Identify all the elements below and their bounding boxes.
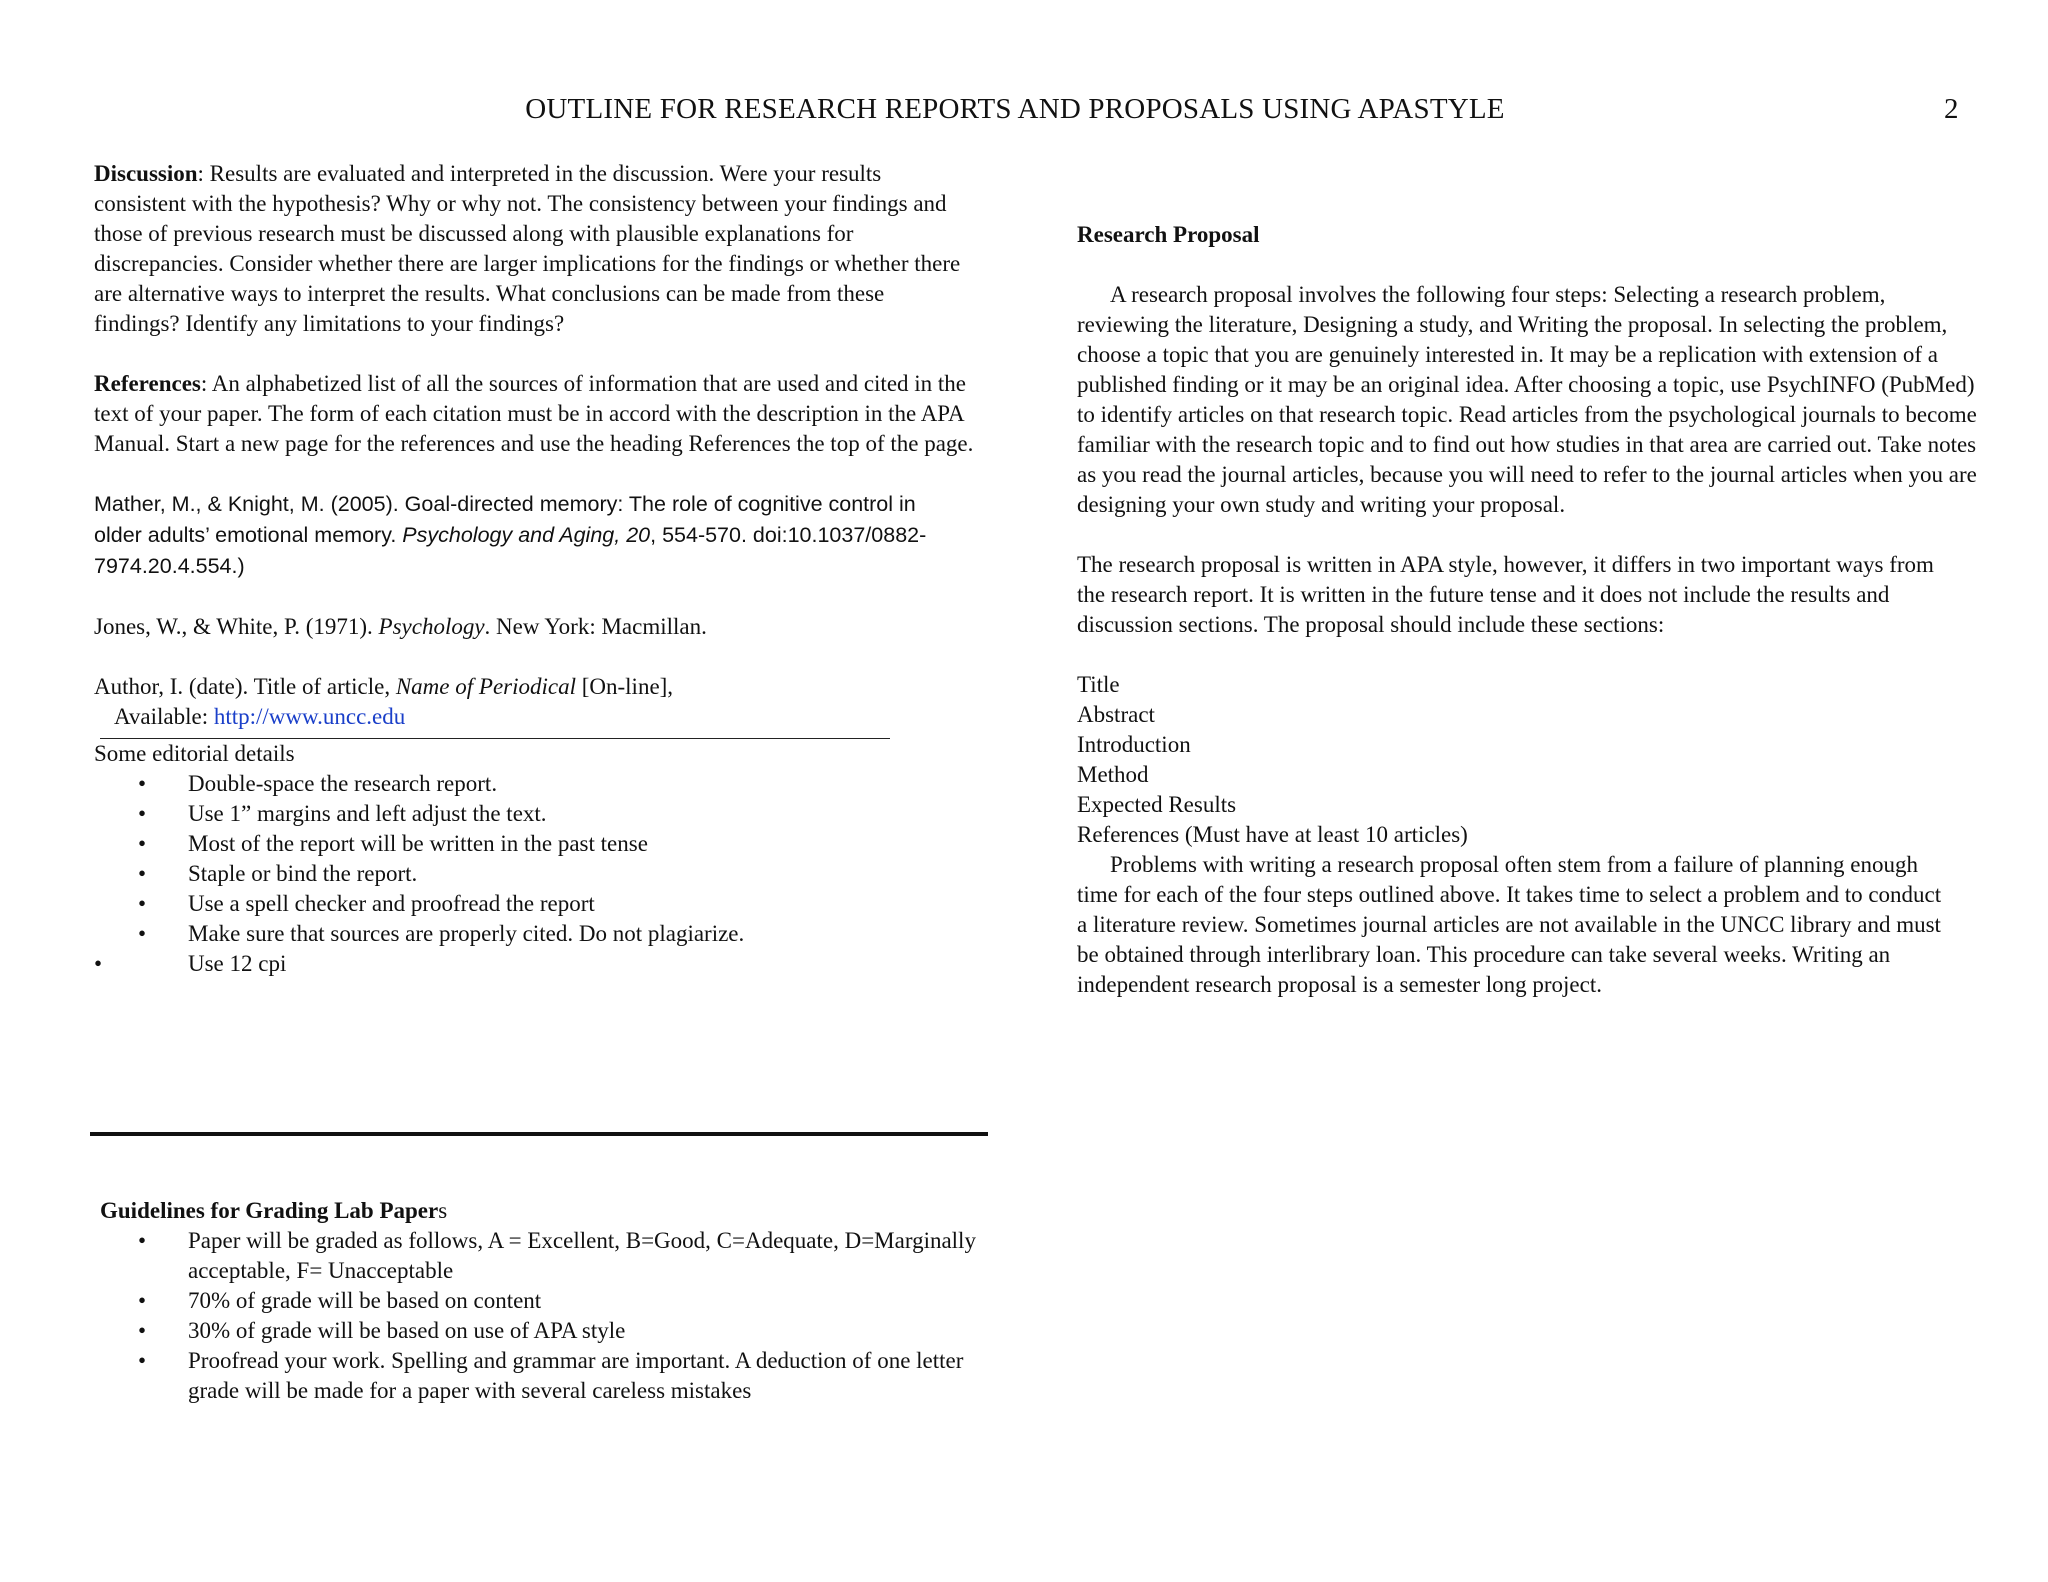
ref1-journal: Psychology and Aging, 20: [402, 523, 651, 547]
list-item: • Use 1” margins and left adjust the text.: [94, 799, 994, 829]
proposal-paragraph-3: Problems with writing a research proposal often stem from a failure of planning enough time for each of the four steps outlined above. It takes time to select a problem and to conduct a literature review. Sometimes journal articles are not available in the UNCC library and must be obtained through interlibrary loan. This procedure can take several weeks. Writing an independent research proposal is a semester long project.: [1077, 852, 1942, 997]
list-item: • Make sure that sources are properly cited. Do not plagiarize.: [94, 919, 994, 949]
list-item: • 30% of grade will be based on use of APA style: [100, 1316, 980, 1346]
right-column: [1077, 220, 1977, 1000]
references-paragraph: [94, 369, 984, 459]
ref2-authors: Jones, W., & White, P. (1971).: [94, 614, 379, 639]
bullet-icon: •: [94, 951, 103, 976]
bullet-icon: •: [138, 771, 147, 796]
editorial-list: [94, 769, 994, 979]
ref3-authors: Author, I. (date). Title of article,: [94, 674, 396, 699]
bullet-icon: •: [138, 831, 147, 856]
bullet-icon: •: [138, 1348, 147, 1373]
bullet-icon: •: [138, 891, 147, 916]
ref1-authors: Mather, M., & Knight, M. (2005). Goal-directed memory: The role of cognitive control in older adults’ emotional memory.: [94, 492, 916, 547]
list-item: • Use 12 cpi: [94, 949, 994, 979]
bullet-icon: •: [138, 1318, 147, 1343]
bullet-icon: •: [138, 921, 147, 946]
ref1-pages-doi: , 554-570. doi:10.1037/0882-7974.20.4.554.): [94, 523, 927, 578]
references-label: References: [94, 371, 201, 396]
left-column: [94, 159, 994, 979]
list-item: • Proofread your work. Spelling and grammar are important. A deduction of one letter grade will be made for a paper with several careless mistakes: [138, 1348, 964, 1403]
section-divider: [90, 1132, 988, 1136]
proposal-paragraph-1: A research proposal involves the following four steps: Selecting a research problem, reviewing the literature, Designing a study, and Writing the proposal. In selecting the problem, choose a topic that you are genuinely interested in. It may be a replication with extension of a published finding or it may be an original idea. After choosing a topic, use PsychINFO (PubMed) to identify articles on that research topic. Read articles from the psychological journals to become familiar with the research topic and to find out how studies in that area are carried out. Take notes as you read the journal articles, because you will need to refer to the journal articles when you are designing your own study and writing your proposal.: [1077, 282, 1977, 517]
ref3-available: [On-line], Available:: [114, 674, 674, 729]
proposal-sections-list: [1077, 670, 1977, 850]
reference-mather: [94, 489, 954, 582]
proposal-paragraph-2: The research proposal is written in APA style, however, it differs in two important ways from the research report. It is written in the future tense and it does not include the results and discussion sections. The proposal should include these sections:: [1077, 552, 1934, 637]
running-head: OUTLINE FOR RESEARCH REPORTS AND PROPOSALS USING APASTYLE: [525, 93, 1505, 125]
list-item: • Use a spell checker and proofread the report: [94, 889, 994, 919]
list-item: • Most of the report will be written in the past tense: [94, 829, 994, 859]
uncc-link[interactable]: http://www.uncc.edu: [213, 704, 406, 729]
ref2-title: Psychology: [378, 614, 485, 639]
discussion-label: Discussion: [94, 161, 198, 186]
list-item: Title: [1077, 672, 1120, 697]
grading-heading: Guidelines for Grading Lab Papers: [100, 1198, 448, 1223]
list-item: Expected Results: [1077, 792, 1237, 817]
discussion-text: : Results are evaluated and interpreted in the discussion. Were your results consistent with the hypothesis? Why or why not. The consistency between your findings and those of previous research must be discussed along with plausible explanations for discrepancies. Consider whether there are larger implications for the findings or whether there are alternative ways to interpret the results. What conclusions can be made from these findings? Identify any limitations to your findings?: [94, 161, 961, 336]
list-item: Introduction: [1077, 732, 1191, 757]
grading-list: [100, 1226, 980, 1406]
ref3-periodical: Name of Periodical: [395, 674, 576, 699]
reference-jones: [94, 612, 714, 642]
list-item: Abstract: [1077, 702, 1155, 727]
list-item: Method: [1077, 762, 1149, 787]
grading-guidelines: [100, 1196, 980, 1406]
list-item: References (Must have at least 10 articles): [1077, 822, 1468, 847]
list-item: • 70% of grade will be based on content: [100, 1286, 980, 1316]
bullet-icon: •: [138, 861, 147, 886]
research-proposal-heading: Research Proposal: [1077, 222, 1260, 247]
ref2-publisher: . New York: Macmillan.: [484, 614, 707, 639]
references-text: : An alphabetized list of all the sources of information that are used and cited in the text of your paper. The form of each citation must be in accord with the description in the APA Manual. Start a new page for the references and use the heading References the top of the page.: [94, 371, 974, 456]
bullet-icon: •: [138, 1228, 147, 1253]
list-item: • Staple or bind the report.: [94, 859, 994, 889]
list-item: • Paper will be graded as follows, A = Excellent, B=Good, C=Adequate, D=Marginally acceptable, F= Unacceptable: [138, 1228, 976, 1283]
page-number: 2: [1944, 93, 1959, 125]
editorial-heading: Some editorial details: [94, 741, 295, 766]
list-item: • Double-space the research report.: [94, 769, 994, 799]
bullet-icon: •: [138, 801, 147, 826]
discussion-paragraph: [94, 159, 974, 339]
bullet-icon: •: [138, 1288, 147, 1313]
reference-author: [94, 672, 714, 732]
